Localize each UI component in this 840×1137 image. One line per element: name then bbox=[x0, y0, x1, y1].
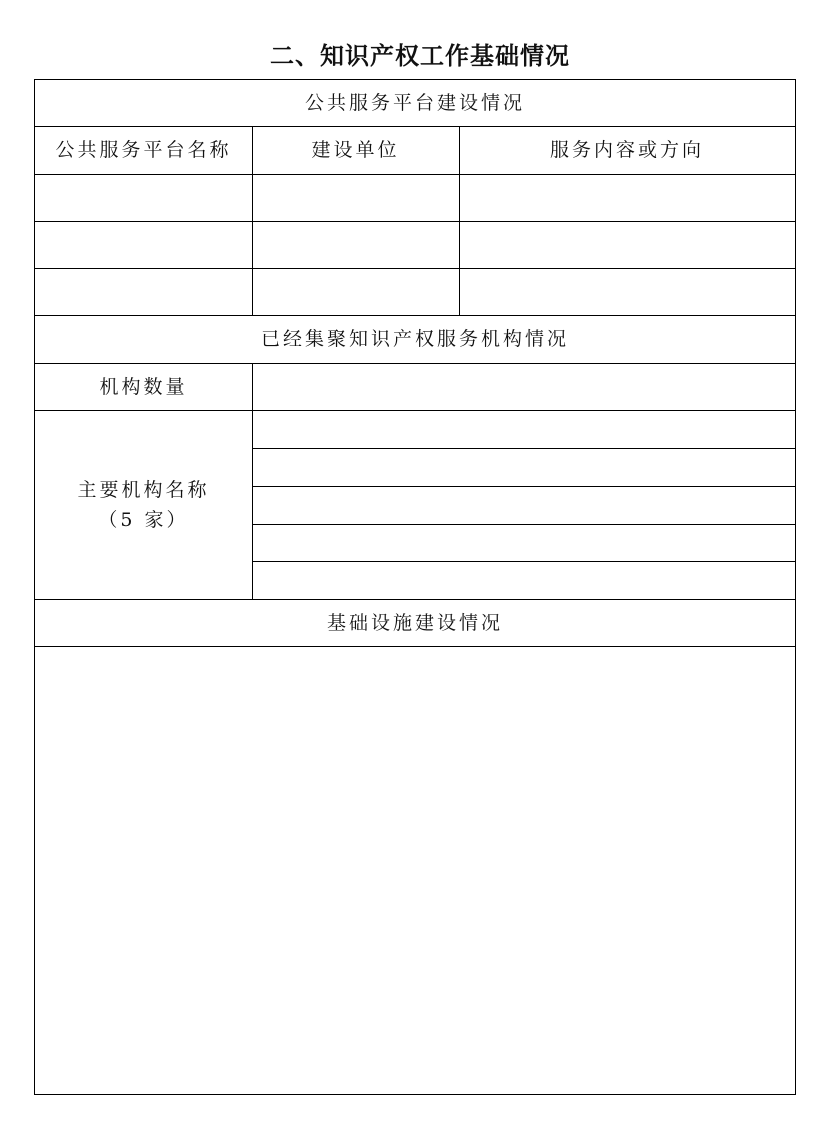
column-header-builder: 建设单位 bbox=[311, 138, 400, 161]
infrastructure-section-heading: 基础设施建设情况 bbox=[326, 611, 503, 634]
agency-name-field-4[interactable] bbox=[253, 525, 795, 561]
infrastructure-description-area[interactable] bbox=[35, 647, 795, 1094]
page-title: 二、知识产权工作基础情况 bbox=[270, 42, 570, 70]
agency-section-heading: 已经集聚知识产权服务机构情况 bbox=[260, 328, 569, 351]
agency-name-field-5[interactable] bbox=[253, 562, 795, 599]
service-content-cell-1[interactable] bbox=[460, 175, 795, 221]
agency-count-label: 机构数量 bbox=[99, 375, 188, 398]
platform-name-cell-2[interactable] bbox=[35, 222, 252, 268]
agency-names-label-cell bbox=[35, 411, 252, 599]
agency-names-note: （5 家） bbox=[98, 509, 189, 531]
agency-names-label: 主要机构名称 bbox=[77, 478, 210, 501]
platform-name-cell-3[interactable] bbox=[35, 269, 252, 315]
agency-name-field-2[interactable] bbox=[253, 449, 795, 486]
agency-name-field-3[interactable] bbox=[253, 487, 795, 524]
platform-section-heading: 公共服务平台建设情况 bbox=[304, 91, 525, 114]
column-header-service-content: 服务内容或方向 bbox=[549, 138, 704, 161]
builder-cell-1[interactable] bbox=[253, 175, 459, 221]
builder-cell-3[interactable] bbox=[253, 269, 459, 315]
service-content-cell-3[interactable] bbox=[460, 269, 795, 315]
service-content-cell-2[interactable] bbox=[460, 222, 795, 268]
platform-name-cell-1[interactable] bbox=[35, 175, 252, 221]
builder-cell-2[interactable] bbox=[253, 222, 459, 268]
agency-count-field[interactable] bbox=[253, 364, 795, 410]
column-header-platform-name: 公共服务平台名称 bbox=[55, 138, 232, 161]
agency-name-field-1[interactable] bbox=[253, 411, 795, 448]
form-table bbox=[34, 79, 796, 1095]
